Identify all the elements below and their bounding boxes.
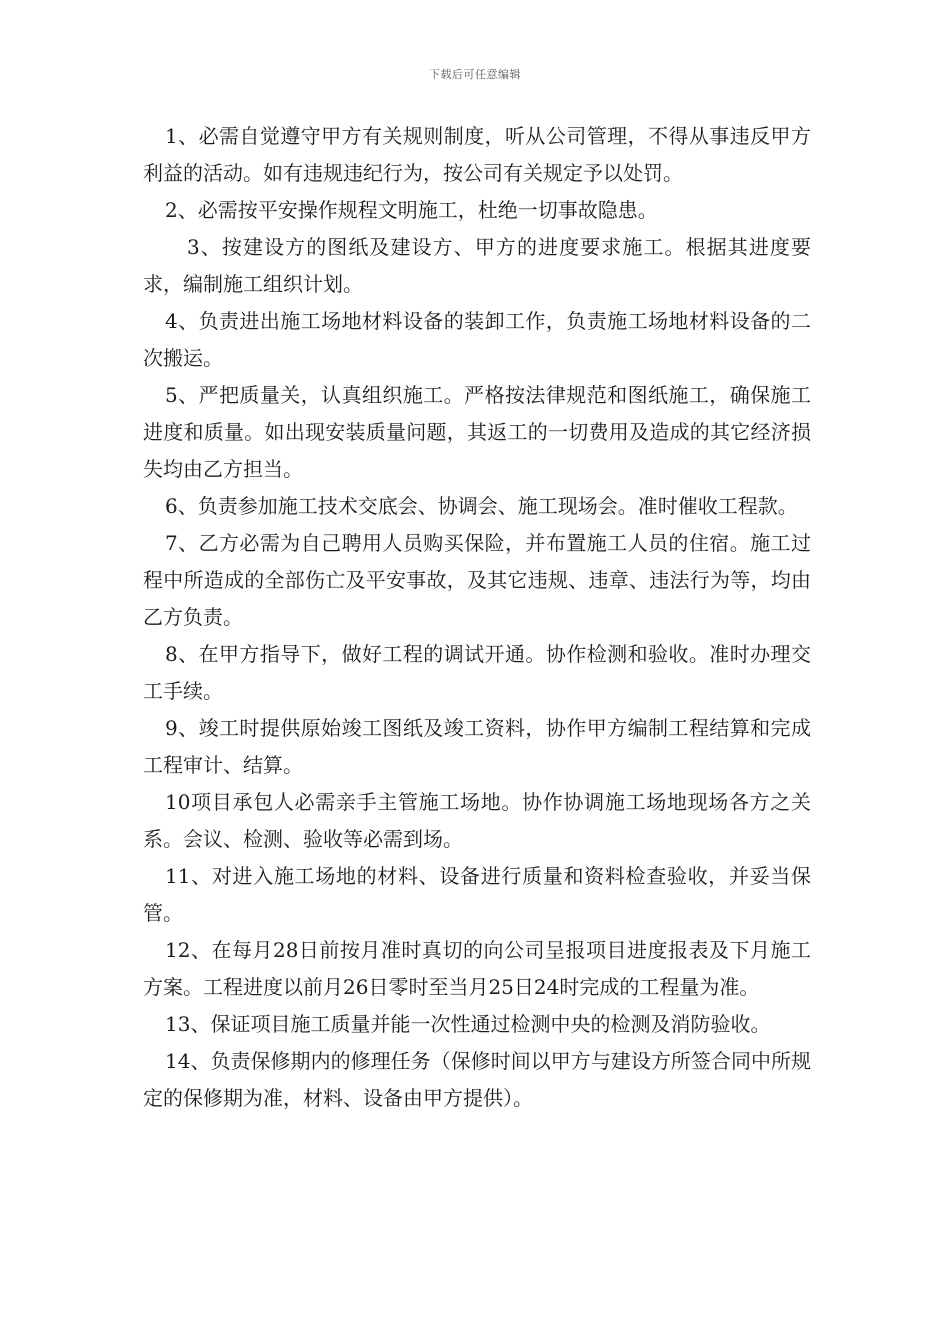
clause-9: 9、竣工时提供原始竣工图纸及竣工资料，协作甲方编制工程结算和完成工程审计、结算。 bbox=[143, 716, 811, 777]
clause-7: 7、乙方必需为自己聘用人员购买保险，并布置施工人员的住宿。施工过程中所造成的全部伤亡及平安事故，及其它违规、违章、违法行为等，均由乙方负责。 bbox=[143, 531, 811, 629]
clause-5: 5、严把质量关，认真组织施工。严格按法律规范和图纸施工，确保施工进度和质量。如出现安装质量问题，其返工的一切费用及造成的其它经济损失均由乙方担当。 bbox=[143, 383, 811, 481]
clause-1: 1、必需自觉遵守甲方有关规则制度，听从公司管理，不得从事违反甲方利益的活动。如有违规违纪行为，按公司有关规定予以处罚。 bbox=[143, 124, 811, 185]
clause-6: 6、负责参加施工技术交底会、协调会、施工现场会。准时催收工程款。 bbox=[165, 494, 798, 518]
page-header: 下载后可任意编辑 bbox=[429, 68, 521, 81]
clause-8: 8、在甲方指导下，做好工程的调试开通。协作检测和验收。准时办理交工手续。 bbox=[143, 642, 811, 703]
clause-13: 13、保证项目施工质量并能一次性通过检测中央的检测及消防验收。 bbox=[165, 1012, 771, 1036]
document-body bbox=[143, 118, 811, 1117]
clause-2: 2、必需按平安操作规程文明施工，杜绝一切事故隐患。 bbox=[165, 198, 658, 222]
clause-14: 14、负责保修期内的修理任务（保修时间以甲方与建设方所签合同中所规定的保修期为准，材料、设备由甲方提供）。 bbox=[143, 1049, 811, 1110]
clause-4: 4、负责进出施工场地材料设备的装卸工作，负责施工场地材料设备的二次搬运。 bbox=[143, 309, 811, 370]
clause-3: 3、按建设方的图纸及建设方、甲方的进度要求施工。根据其进度要求，编制施工组织计划。 bbox=[143, 235, 811, 296]
clause-11: 11、对进入施工场地的材料、设备进行质量和资料检查验收，并妥当保管。 bbox=[143, 864, 811, 925]
clause-12: 12、在每月28日前按月准时真切的向公司呈报项目进度报表及下月施工方案。工程进度以前月26日零时至当月25日24时完成的工程量为准。 bbox=[143, 938, 811, 999]
clause-10: 10项目承包人必需亲手主管施工场地。协作协调施工场地现场各方之关系。会议、检测、验收等必需到场。 bbox=[143, 790, 811, 851]
